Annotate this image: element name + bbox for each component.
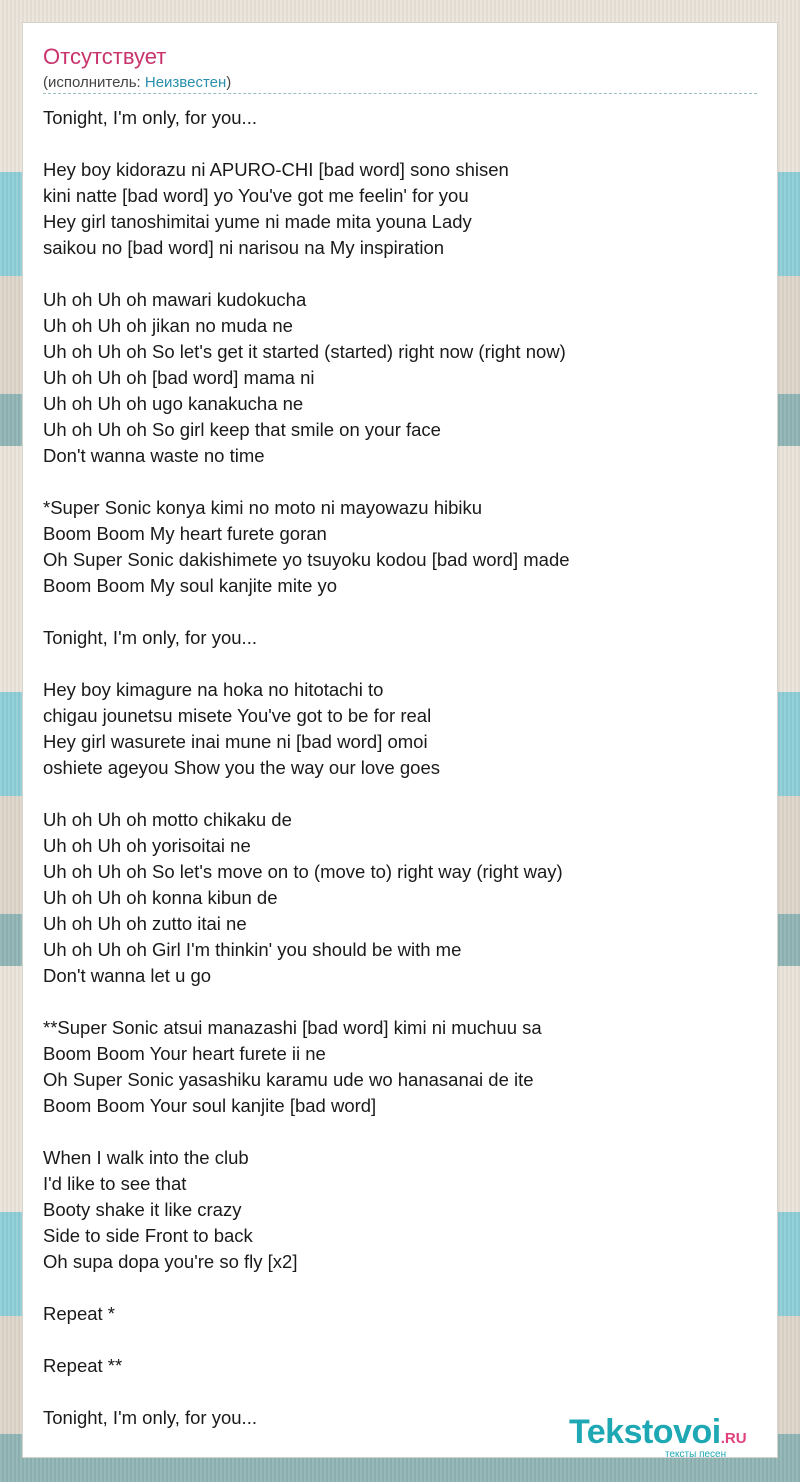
lyric-line: Boom Boom My heart furete goran bbox=[43, 523, 327, 544]
lyric-line: Uh oh Uh oh konna kibun de bbox=[43, 887, 278, 908]
lyric-line: Hey boy kidorazu ni APURO-CHI [bad word] sono shisen bbox=[43, 159, 509, 180]
lyric-line: Tonight, I'm only, for you... bbox=[43, 1407, 257, 1428]
lyric-blank-line bbox=[43, 1119, 743, 1145]
lyric-line: oshiete ageyou Show you the way our love goes bbox=[43, 757, 440, 778]
header-divider bbox=[43, 93, 757, 94]
lyric-line: Booty shake it like crazy bbox=[43, 1199, 242, 1220]
lyric-line: Oh supa dopa you're so fly [x2] bbox=[43, 1251, 298, 1272]
lyric-line: Repeat * bbox=[43, 1303, 115, 1324]
lyric-line: When I walk into the club bbox=[43, 1147, 249, 1168]
lyrics-text bbox=[43, 105, 743, 1431]
site-logo[interactable] bbox=[569, 1415, 779, 1459]
song-title: Отсутствует bbox=[43, 44, 167, 69]
lyric-line: Tonight, I'm only, for you... bbox=[43, 627, 257, 648]
logo-domain: .RU bbox=[720, 1430, 747, 1447]
lyrics-card bbox=[22, 22, 778, 1458]
artist-prefix: (исполнитель: bbox=[43, 74, 145, 91]
lyric-line: Uh oh Uh oh mawari kudokucha bbox=[43, 289, 307, 310]
artist-line bbox=[43, 73, 231, 93]
lyric-line: kini natte [bad word] yo You've got me feelin' for you bbox=[43, 185, 469, 206]
lyric-line: Uh oh Uh oh So let's move on to (move to) right way (right way) bbox=[43, 861, 563, 882]
lyric-line: chigau jounetsu misete You've got to be for real bbox=[43, 705, 432, 726]
lyric-line: Uh oh Uh oh zutto itai ne bbox=[43, 913, 247, 934]
lyric-line: Oh Super Sonic dakishimete yo tsuyoku kodou [bad word] made bbox=[43, 549, 570, 570]
lyric-line: Don't wanna let u go bbox=[43, 965, 212, 986]
lyric-line: Hey girl wasurete inai mune ni [bad word] omoi bbox=[43, 731, 428, 752]
lyric-blank-line bbox=[43, 989, 743, 1015]
logo-name: Tekstovoi bbox=[569, 1413, 721, 1451]
lyric-line: Uh oh Uh oh motto chikaku de bbox=[43, 809, 292, 830]
lyric-blank-line bbox=[43, 1275, 743, 1301]
artist-link[interactable]: Неизвестен bbox=[144, 74, 227, 91]
lyric-line: *Super Sonic konya kimi no moto ni mayowazu hibiku bbox=[43, 497, 483, 518]
lyric-blank-line bbox=[43, 599, 743, 625]
lyric-line: Boom Boom Your soul kanjite [bad word] bbox=[43, 1095, 377, 1116]
lyric-line: Uh oh Uh oh So girl keep that smile on your face bbox=[43, 419, 441, 440]
lyric-line: Repeat ** bbox=[43, 1355, 123, 1376]
lyric-line: Side to side Front to back bbox=[43, 1225, 253, 1246]
lyric-line: Tonight, I'm only, for you... bbox=[43, 107, 257, 128]
lyric-blank-line bbox=[43, 651, 743, 677]
lyric-blank-line bbox=[43, 131, 743, 157]
lyric-blank-line bbox=[43, 261, 743, 287]
lyric-line: Hey boy kimagure na hoka no hitotachi to bbox=[43, 679, 384, 700]
lyric-line: Boom Boom Your heart furete ii ne bbox=[43, 1043, 326, 1064]
lyric-line: Uh oh Uh oh yorisoitai ne bbox=[43, 835, 251, 856]
lyric-blank-line bbox=[43, 1379, 743, 1405]
lyric-line: Uh oh Uh oh ugo kanakucha ne bbox=[43, 393, 304, 414]
artist-suffix: ) bbox=[226, 74, 232, 91]
lyric-line: saikou no [bad word] ni narisou na My inspiration bbox=[43, 237, 445, 258]
lyric-line: Oh Super Sonic yasashiku karamu ude wo hanasanai de ite bbox=[43, 1069, 534, 1090]
lyric-line: Hey girl tanoshimitai yume ni made mita youna Lady bbox=[43, 211, 472, 232]
lyric-blank-line bbox=[43, 1327, 743, 1353]
lyric-line: Uh oh Uh oh jikan no muda ne bbox=[43, 315, 293, 336]
lyric-line: I'd like to see that bbox=[43, 1173, 187, 1194]
lyric-blank-line bbox=[43, 469, 743, 495]
lyric-line: Uh oh Uh oh Girl I'm thinkin' you should be with me bbox=[43, 939, 462, 960]
lyric-line: Uh oh Uh oh So let's get it started (started) right now (right now) bbox=[43, 341, 566, 362]
lyric-line: **Super Sonic atsui manazashi [bad word] kimi ni muchuu sa bbox=[43, 1017, 542, 1038]
logo-tagline: тексты песен bbox=[665, 1449, 727, 1460]
lyric-line: Uh oh Uh oh [bad word] mama ni bbox=[43, 367, 315, 388]
lyric-blank-line bbox=[43, 781, 743, 807]
lyric-line: Boom Boom My soul kanjite mite yo bbox=[43, 575, 338, 596]
lyric-line: Don't wanna waste no time bbox=[43, 445, 265, 466]
